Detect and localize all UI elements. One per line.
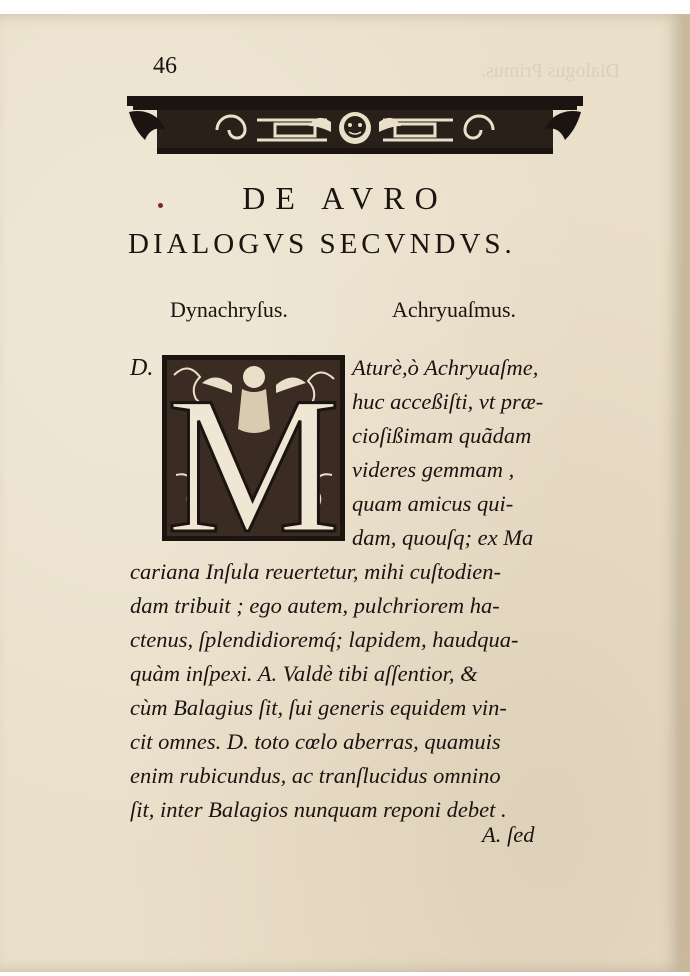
text-line: videres gemmam , bbox=[352, 457, 515, 482]
text-line: Aturè,ò Achryuaſme, bbox=[352, 355, 539, 380]
title-line-1: DE AVRO bbox=[242, 180, 448, 216]
text-line: dam tribuit ; ego autem, pulchriorem ha- bbox=[130, 593, 500, 618]
drop-cap-letter: M bbox=[166, 357, 341, 541]
text-line: cit omnes. D. toto cœlo aberras, quamuis bbox=[130, 729, 501, 754]
speaker-initial: D. bbox=[130, 355, 154, 381]
show-through-text: Dialogus Primus. bbox=[481, 60, 620, 82]
page-number: 46 bbox=[153, 53, 177, 79]
text-line: quàm inſpexi. A. Valdè tibi aſſentior, & bbox=[130, 661, 478, 686]
text-line: ctenus, ſplendidioremq́; lapidem, haudqua- bbox=[130, 627, 519, 652]
text-line: cioſißimam quãdam bbox=[352, 423, 532, 448]
speaker-name-1: Dynachryſus. bbox=[170, 297, 288, 322]
catchword: A. ſed bbox=[482, 822, 535, 847]
decorated-initial-m bbox=[162, 355, 345, 541]
text-line: cùm Balagius ſit, ſui generis equidem vin- bbox=[130, 695, 507, 720]
text-line: cariana Inſula reuertetur, mihi cuſtodien- bbox=[130, 559, 501, 584]
text-line: dam, quouſq; ex Ma bbox=[352, 525, 534, 550]
ornamental-headpiece bbox=[127, 96, 583, 160]
speaker-name-2: Achryuaſmus. bbox=[392, 297, 517, 322]
text-line: quam amicus qui- bbox=[352, 491, 514, 516]
text-line: huc acceßiſti, vt præ- bbox=[352, 389, 544, 414]
text-line: enim rubicundus, ac tranſlucidus omnino bbox=[130, 763, 501, 788]
page-edge bbox=[682, 14, 690, 972]
text-line: ſit, inter Balagios nunquam reponi debet . bbox=[130, 797, 507, 822]
title-line-2: DIALOGVS SECVNDVS. bbox=[128, 228, 516, 260]
